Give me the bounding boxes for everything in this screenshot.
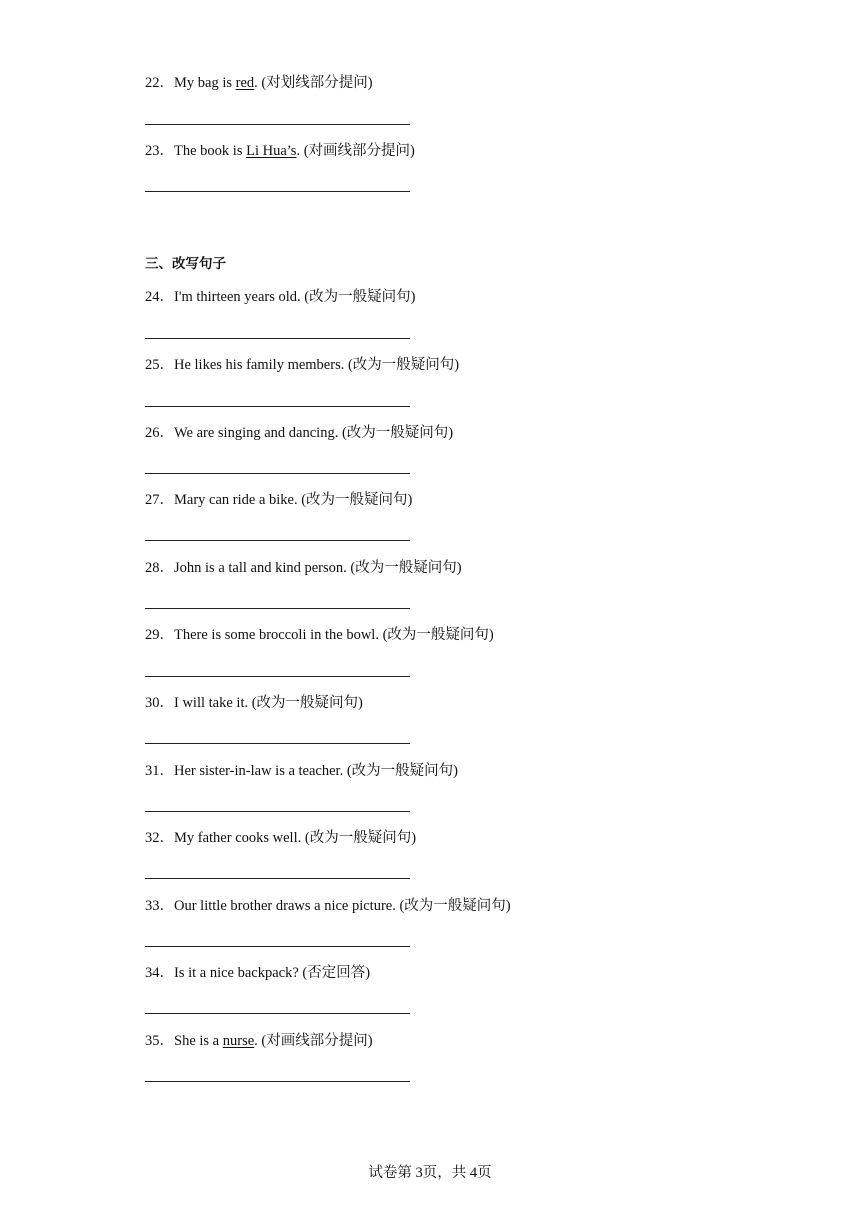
question-text: There is some broccoli in the bowl. (改为一般疑问句) [174,627,494,643]
question-text: I will take it. (改为一般疑问句) [174,695,363,711]
question-text-pre: The book is [174,143,247,159]
question-26 [145,424,453,442]
answer-line-27[interactable] [145,540,410,541]
answer-line-25[interactable] [145,406,410,407]
question-number: 30． [145,695,174,711]
section-heading: 三、改写句子 [145,256,226,272]
question-number: 35． [145,1033,174,1049]
underlined-word: red [235,75,255,91]
answer-line-32[interactable] [145,878,410,879]
question-number: 31． [145,763,174,779]
question-number: 27． [145,492,174,508]
question-27 [145,491,412,509]
answer-line-24[interactable] [145,338,410,339]
question-number: 32． [145,830,174,846]
question-24 [145,288,415,306]
page-footer: 试卷第 3页，共 4页 [368,1165,492,1181]
question-text: He likes his family members. (改为一般疑问句) [174,357,460,373]
question-number: 22． [145,75,174,91]
question-text-post: . (对画线部分提问) [254,1033,373,1049]
answer-line-22[interactable] [145,124,410,125]
answer-line-31[interactable] [145,811,410,812]
answer-line-28[interactable] [145,608,410,609]
question-22 [145,74,373,92]
underlined-word: Li Hua’s [246,143,297,159]
answer-line-23[interactable] [145,191,410,192]
question-31 [145,762,458,780]
question-text-post: . (对划线部分提问) [254,75,373,91]
question-text: My father cooks well. (改为一般疑问句) [174,830,417,846]
question-text: Our little brother draws a nice picture. (改为一般疑问句) [174,898,511,914]
question-32 [145,829,416,847]
question-34 [145,964,370,982]
question-33 [145,897,511,915]
answer-line-35[interactable] [145,1081,410,1082]
question-25 [145,356,459,374]
answer-line-30[interactable] [145,743,410,744]
question-number: 28． [145,560,174,576]
question-number: 26． [145,425,174,441]
question-text: John is a tall and kind person. (改为一般疑问句) [174,560,462,576]
question-number: 25． [145,357,174,373]
question-number: 34． [145,965,174,981]
question-text-post: . (对画线部分提问) [296,143,415,159]
question-number: 33． [145,898,174,914]
question-text-pre: She is a [174,1033,223,1049]
question-text: I'm thirteen years old. (改为一般疑问句) [174,289,416,305]
question-23 [145,142,415,160]
answer-line-34[interactable] [145,1013,410,1014]
answer-line-29[interactable] [145,676,410,677]
question-28 [145,559,462,577]
answer-line-33[interactable] [145,946,410,947]
underlined-word: nurse [222,1033,255,1049]
question-number: 24． [145,289,174,305]
question-text: Her sister-in-law is a teacher. (改为一般疑问句) [174,763,458,779]
question-text-pre: My bag is [174,75,236,91]
question-number: 23． [145,143,174,159]
question-30 [145,694,363,712]
question-text: We are singing and dancing. (改为一般疑问句) [174,425,454,441]
question-text: Is it a nice backpack? (否定回答) [174,965,371,981]
question-29 [145,626,494,644]
answer-line-26[interactable] [145,473,410,474]
question-35 [145,1032,373,1050]
question-text: Mary can ride a bike. (改为一般疑问句) [174,492,413,508]
question-number: 29． [145,627,174,643]
